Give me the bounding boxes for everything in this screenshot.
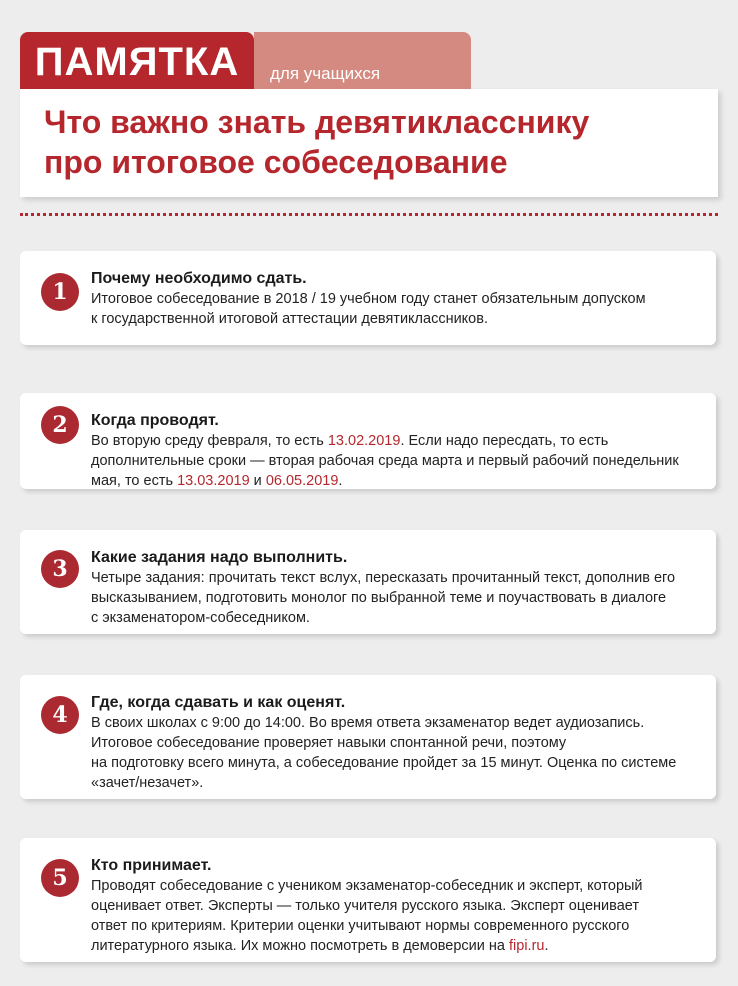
- memo-tab-label: ПАМЯТКА: [34, 39, 240, 84]
- section-card-2: [20, 393, 716, 489]
- section-number-badge: 1: [41, 273, 79, 311]
- body-text: .: [544, 938, 549, 954]
- section-card-4: [20, 675, 716, 799]
- body-text: Итоговое собеседование проверяет навыки спонтанной речи, поэтому: [91, 735, 567, 751]
- section-number-badge: 2: [41, 406, 79, 444]
- section-body-line: [91, 588, 700, 608]
- section-title: Где, когда сдавать и как оценят.: [91, 694, 346, 711]
- body-text: высказыванием, подготовить монолог по выбранной теме и поучаствовать в диалоге: [91, 590, 667, 606]
- dotted-divider: [20, 213, 718, 216]
- section-body-line: [91, 753, 700, 773]
- highlighted-date: 13.03.2019: [177, 473, 250, 489]
- body-text: ответ по критериям. Критерии оценки учитывают нормы современного русского: [91, 918, 630, 934]
- body-text: оценивает ответ. Эксперты — только учителя русского языка. Эксперт оценивает: [91, 898, 639, 914]
- section-number-badge: 4: [41, 696, 79, 734]
- section-body-line: [91, 608, 700, 628]
- section-body-line: [91, 733, 700, 753]
- section-body-line: [91, 289, 700, 309]
- title-card: [20, 89, 718, 197]
- section-title: Кто принимает.: [91, 857, 212, 874]
- section-body-line: [91, 876, 700, 896]
- section-body: [91, 568, 700, 628]
- body-text: Четыре задания: прочитать текст вслух, пересказать прочитанный текст, дополнив его: [91, 570, 676, 586]
- section-title: Какие задания надо выполнить.: [91, 549, 348, 566]
- body-text: и: [249, 473, 266, 489]
- section-number-badge: 5: [41, 859, 79, 897]
- section-card-3: [20, 530, 716, 634]
- section-body-line: [91, 773, 700, 793]
- body-text: .: [338, 473, 343, 489]
- body-text: на подготовку всего минута, а собеседование пройдет за 15 минут. Оценка по системе: [91, 755, 677, 771]
- body-text: Проводят собеседование с учеником экзаменатор-собеседник и эксперт, который: [91, 878, 643, 894]
- section-body-line: [91, 309, 700, 329]
- page-title-line-1: Что важно знать девятикласснику: [44, 104, 590, 140]
- memo-tab: [20, 32, 254, 92]
- body-text: мая, то есть: [91, 473, 178, 489]
- body-text: В своих школах с 9:00 до 14:00. Во время ответа экзаменатор ведет аудиозапись.: [91, 715, 645, 731]
- body-text: дополнительные сроки — вторая рабочая среда марта и первый рабочий понедельник: [91, 453, 679, 469]
- section-body-line: [91, 471, 700, 491]
- section-body-line: [91, 713, 700, 733]
- section-number-badge: 3: [41, 550, 79, 588]
- section-body: [91, 876, 700, 956]
- body-text: Во вторую среду февраля, то есть: [91, 433, 328, 449]
- section-body: [91, 289, 700, 329]
- body-text: к государственной итоговой аттестации девятиклассников.: [91, 311, 488, 327]
- site-link[interactable]: fipi.ru: [509, 938, 545, 954]
- section-body-line: [91, 451, 700, 471]
- page-title-line-2: про итоговое собеседование: [44, 144, 508, 180]
- body-text: с экзаменатором-собеседником.: [91, 610, 310, 626]
- section-title: Почему необходимо сдать.: [91, 270, 307, 287]
- body-text: литературного языка. Их можно посмотреть в демоверсии на: [91, 938, 510, 954]
- section-body-line: [91, 896, 700, 916]
- body-text: . Если надо пересдать, то есть: [400, 433, 609, 449]
- section-body-line: [91, 916, 700, 936]
- section-body: [91, 431, 700, 491]
- section-card-5: [20, 838, 716, 962]
- section-body: [91, 713, 700, 793]
- highlighted-date: 06.05.2019: [265, 473, 339, 489]
- section-body-line: [91, 568, 700, 588]
- section-card-1: [20, 251, 716, 345]
- section-title: Когда проводят.: [91, 412, 219, 429]
- section-body-line: [91, 431, 700, 451]
- audience-tab: [254, 32, 471, 92]
- highlighted-date: 13.02.2019: [327, 433, 401, 449]
- body-text: «зачет/незачет».: [91, 775, 204, 791]
- section-body-line: [91, 936, 700, 956]
- audience-label: для учащихся: [270, 64, 381, 83]
- body-text: Итоговое собеседование в 2018 / 19 учебном году станет обязательным допуском: [91, 291, 646, 307]
